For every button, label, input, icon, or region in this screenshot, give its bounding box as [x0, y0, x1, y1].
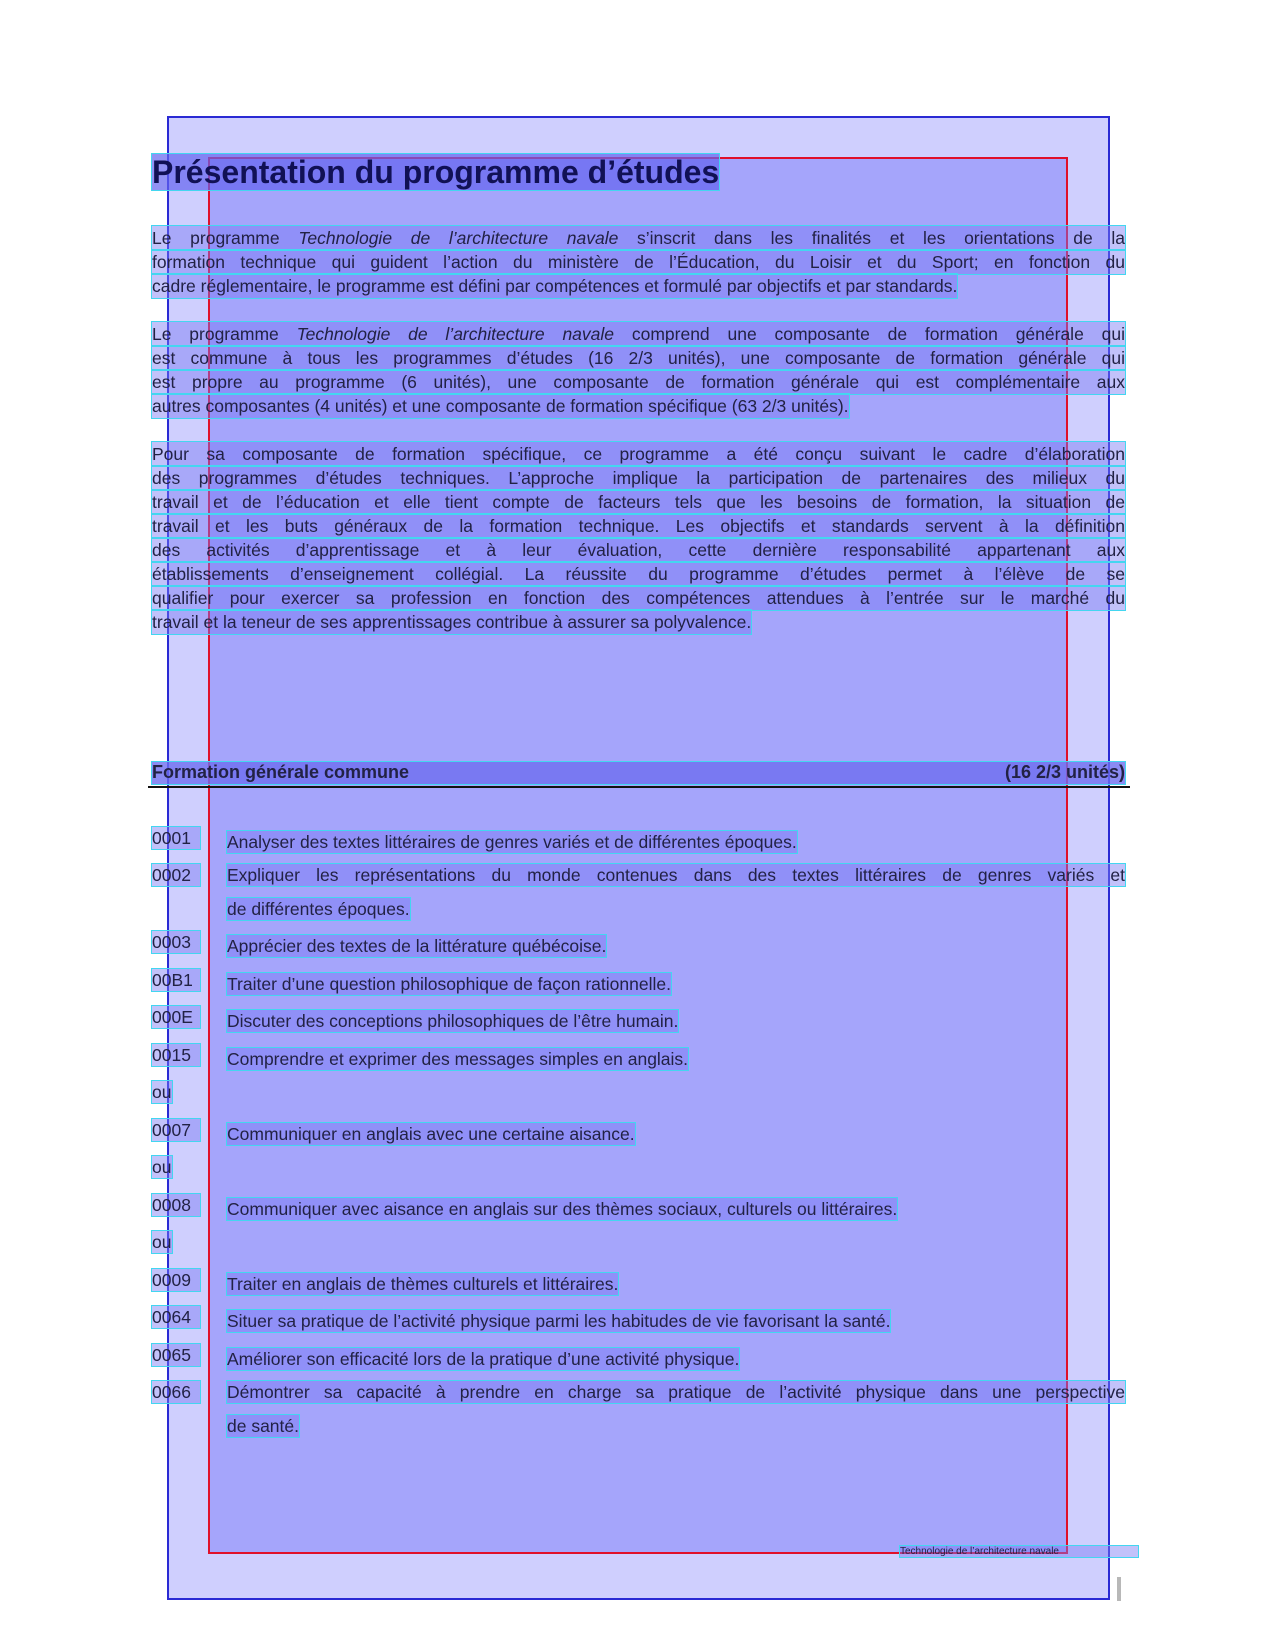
competency-code: 0003	[152, 931, 200, 953]
paragraph-line: qualifier pour exercer sa profession en fonction des compétences attendues à l’entrée sur le marché du	[152, 588, 1125, 608]
competency-code: 0064	[152, 1306, 200, 1328]
intro-paragraph-1	[152, 226, 1125, 298]
competency-label: Situer sa pratique de l’activité physique parmi les habitudes de vie favorisant la santé.	[227, 1311, 891, 1331]
page-title: Présentation du programme d’études	[152, 154, 720, 190]
competency-code: 0008	[152, 1194, 200, 1216]
or-separator: ou	[152, 1232, 172, 1252]
competency-label: Discuter des conceptions philosophiques de l’être humain.	[227, 1011, 679, 1031]
page-edge-mark	[1117, 1577, 1121, 1601]
paragraph-line: formation technique qui guident l’action du ministère de l’Éducation, du Loisir et du Sport; en fonction du	[152, 252, 1125, 272]
paragraph-line: établissements d’enseignement collégial. La réussite du programme d’études permet à l’élève de se	[152, 564, 1125, 584]
paragraph-line: cadre réglementaire, le programme est défini par compétences et formulé par objectifs et par standards.	[152, 276, 958, 296]
or-separator: ou	[152, 1082, 172, 1102]
competency-label: de différentes époques.	[227, 899, 410, 919]
competency-code: 0002	[152, 864, 200, 886]
competency-label: Traiter en anglais de thèmes culturels et littéraires.	[227, 1274, 619, 1294]
paragraph-line: est propre au programme (6 unités), une composante de formation générale qui est complémentaire aux	[152, 372, 1125, 392]
paragraph-line: Le programme Technologie de l’architecture navale s’inscrit dans les finalités et les orientations de la	[152, 228, 1125, 248]
competency-label: Analyser des textes littéraires de genres variés et de différentes époques.	[227, 832, 797, 852]
competency-label: Comprendre et exprimer des messages simples en anglais.	[227, 1049, 689, 1069]
competency-label: Démontrer sa capacité à prendre en charge sa pratique de l’activité physique dans une perspective	[227, 1382, 1125, 1402]
section-heading	[152, 762, 1125, 784]
competency-code: 0065	[152, 1344, 200, 1366]
competency-label: Traiter d’une question philosophique de façon rationnelle.	[227, 974, 671, 994]
section-divider	[148, 786, 1130, 788]
competency-code: 00B1	[152, 969, 200, 991]
competency-code: 0007	[152, 1119, 200, 1141]
paragraph-line: des programmes d’études techniques. L’approche implique la participation de partenaires des milieux du	[152, 468, 1125, 488]
section-units: (16 2/3 unités)	[1004, 762, 1125, 782]
paragraph-line: autres composantes (4 unités) et une composante de formation spécifique (63 2/3 unités).	[152, 396, 849, 416]
paragraph-line: travail et de l’éducation et elle tient compte de facteurs tels que les besoins de formation, la situation de	[152, 492, 1125, 512]
intro-paragraph-2	[152, 322, 1125, 418]
competency-code: 000E	[152, 1006, 200, 1028]
competency-label: de santé.	[227, 1416, 299, 1436]
paragraph-line: des activités d’apprentissage et à leur évaluation, cette dernière responsabilité appartenant aux	[152, 540, 1125, 560]
paragraph-line: Le programme Technologie de l’architecture navale comprend une composante de formation générale qui	[152, 324, 1125, 344]
paragraph-line: est commune à tous les programmes d’études (16 2/3 unités), une composante de formation générale qui	[152, 348, 1125, 368]
competency-code: 0066	[152, 1381, 200, 1403]
intro-paragraph-3	[152, 442, 1125, 634]
paragraph-line: Pour sa composante de formation spécifique, ce programme a été conçu suivant le cadre d’élaboration	[152, 444, 1125, 464]
or-separator: ou	[152, 1157, 172, 1177]
competency-label: Communiquer avec aisance en anglais sur des thèmes sociaux, culturels ou littéraires.	[227, 1199, 898, 1219]
paragraph-line: travail et les buts généraux de la formation technique. Les objectifs et standards servent à la définition	[152, 516, 1125, 536]
competency-code: 0015	[152, 1044, 200, 1066]
competency-code: 0001	[152, 827, 200, 849]
competency-label: Apprécier des textes de la littérature québécoise.	[227, 936, 607, 956]
section-title: Formation générale commune	[152, 762, 410, 782]
competency-label: Améliorer son efficacité lors de la pratique d’une activité physique.	[227, 1349, 740, 1369]
competency-label: Expliquer les représentations du monde contenues dans des textes littéraires de genres variés et	[227, 865, 1125, 885]
paragraph-line: travail et la teneur de ses apprentissages contribue à assurer sa polyvalence.	[152, 612, 752, 632]
competency-label: Communiquer en anglais avec une certaine aisance.	[227, 1124, 635, 1144]
footer-program-name: Technologie de l’architecture navale	[900, 1546, 1138, 1557]
competency-code: 0009	[152, 1269, 200, 1291]
